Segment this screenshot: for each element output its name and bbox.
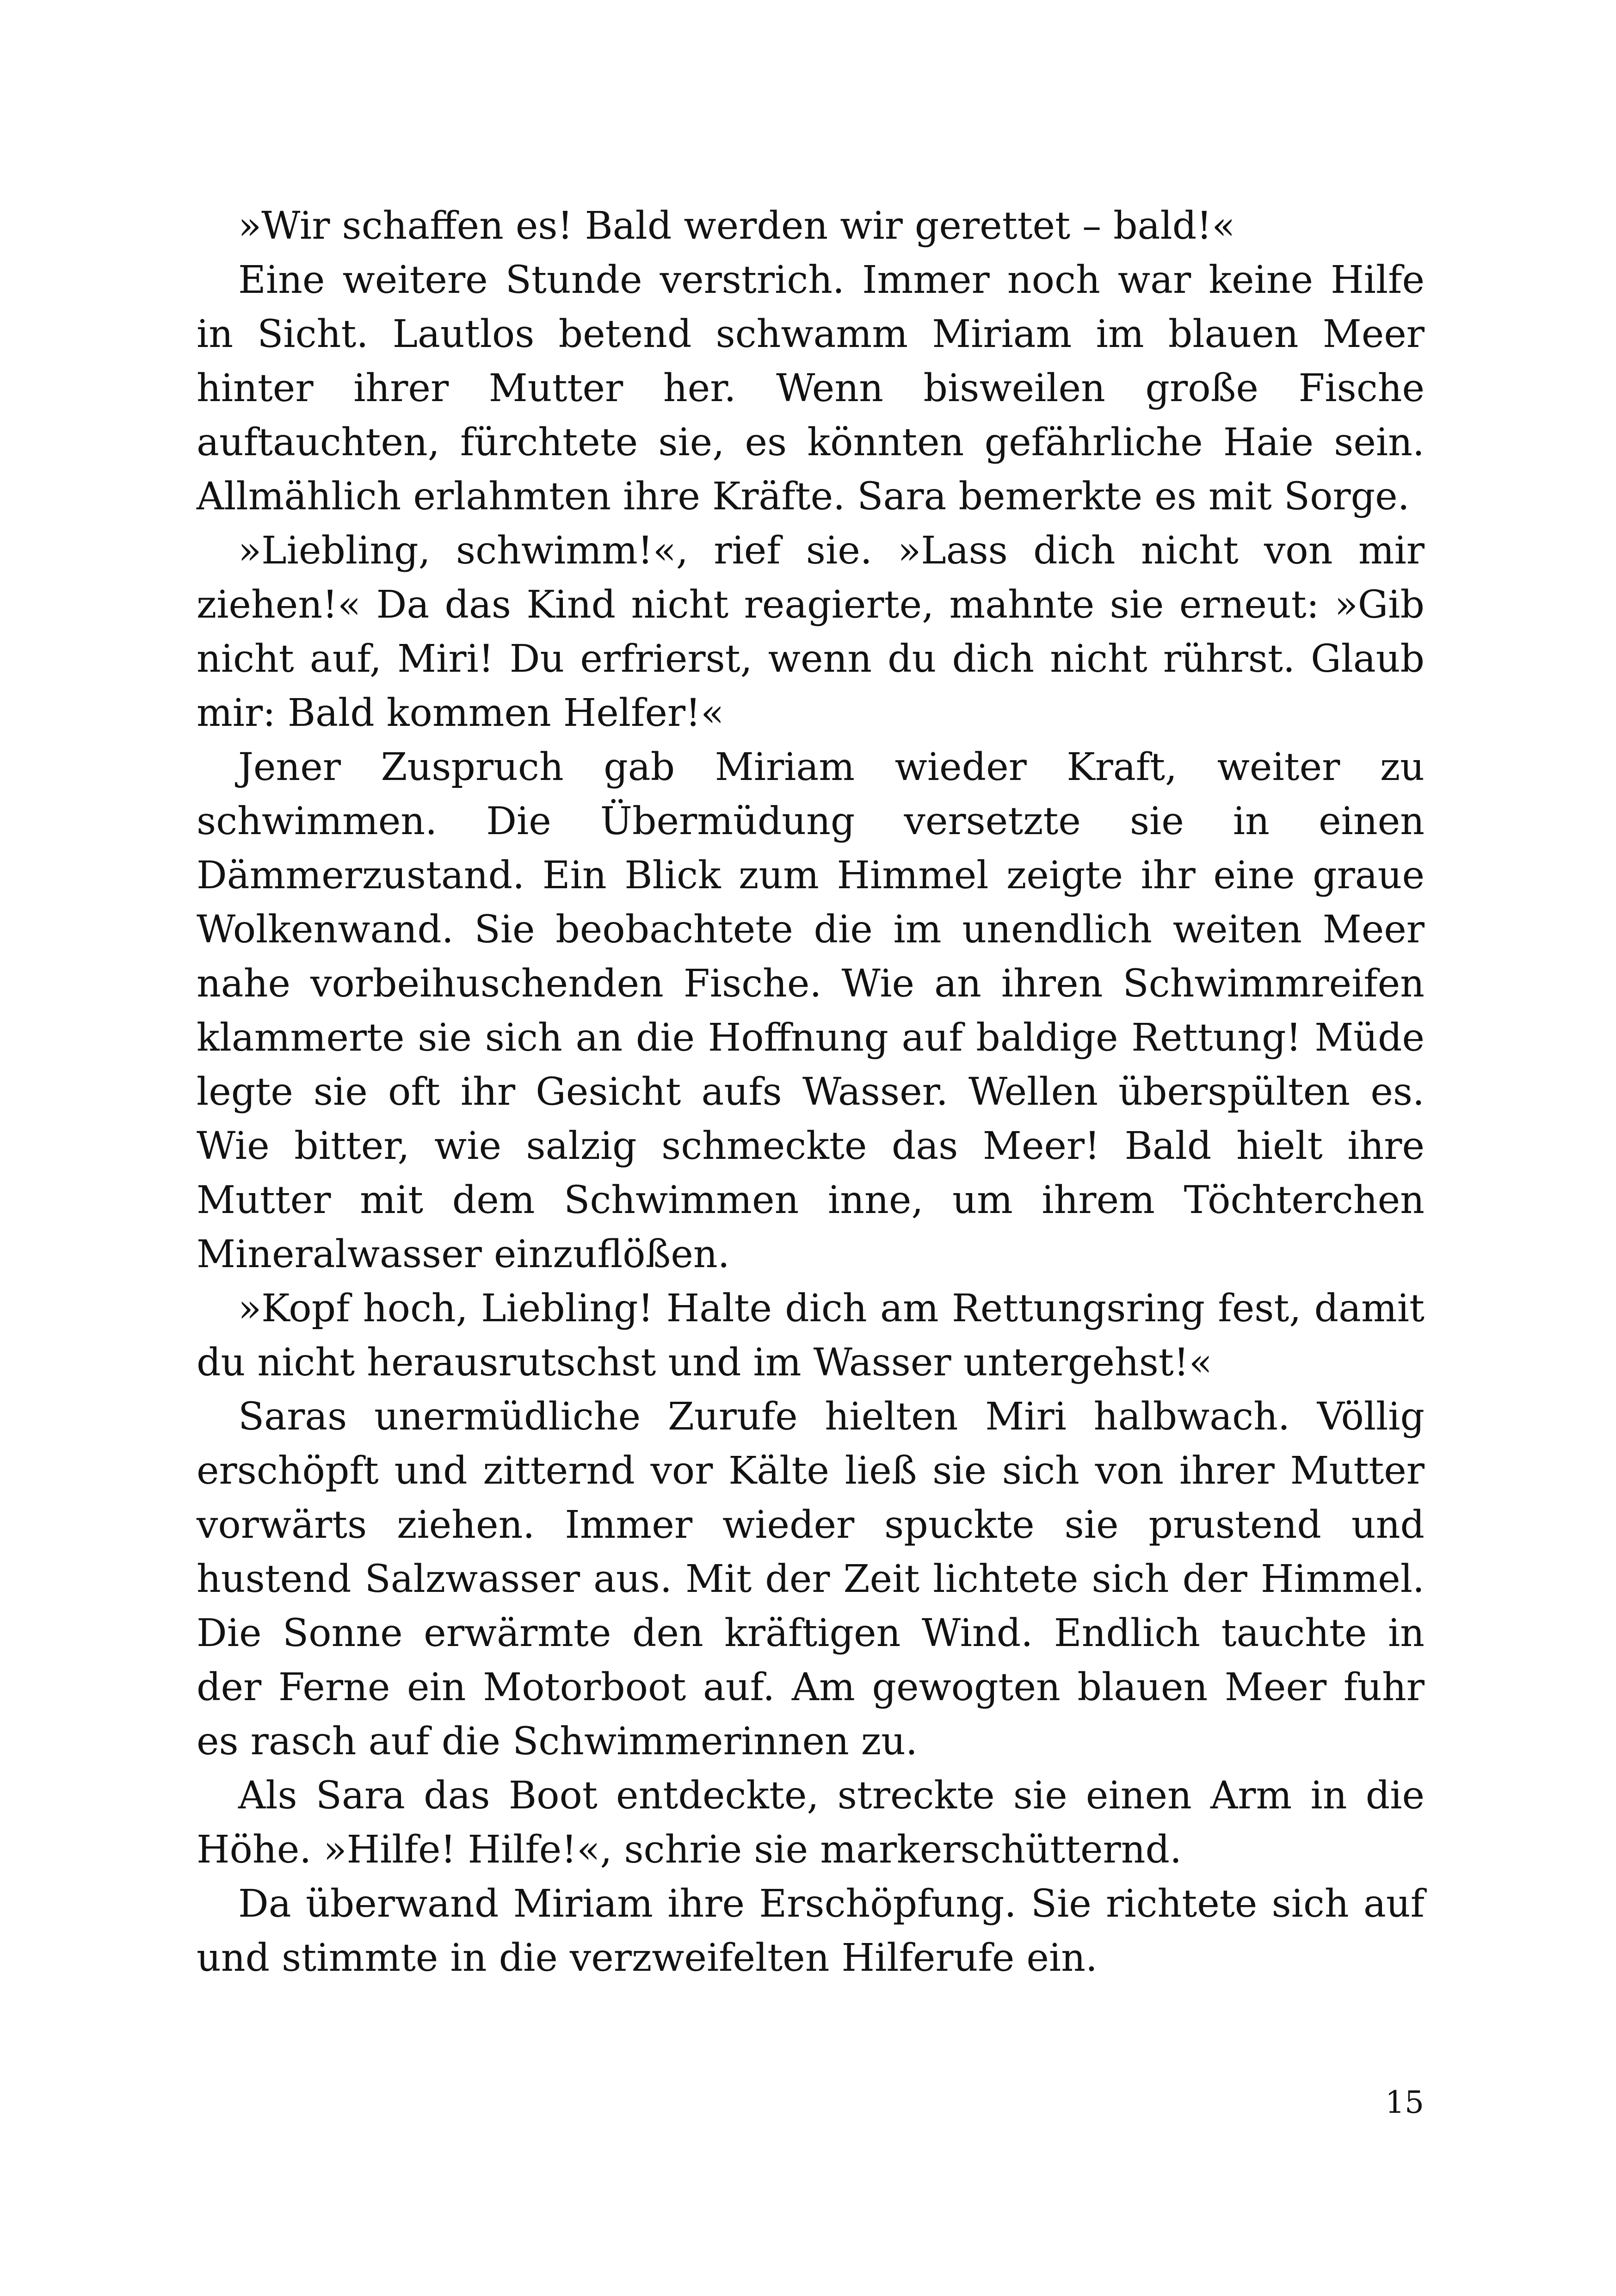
paragraph: Da überwand Miriam ihre Erschöpfung. Sie richtete sich auf und stimmte in die verzweifelten Hilferufe ein. [197, 1882, 1425, 1980]
paragraph: Saras unermüdliche Zurufe hielten Miri halbwach. Völlig erschöpft und zitternd vor Kälte ließ sie sich von ihrer Mutter vorwärts ziehen. Immer wieder spuckte sie prustend und hustend Salzwasser aus. Mit der Zeit lichtete sich der Himmel. Die Sonne erwärmte den kräftigen Wind. Endlich tauchte in der Ferne ein Motorboot auf. Am gewogten blauen Meer fuhr es rasch auf die Schwimmerinnen zu. [197, 1395, 1425, 1764]
page-number: 15 [1385, 2085, 1424, 2120]
paragraph: »Liebling, schwimm!«, rief sie. »Lass dich nicht von mir ziehen!« Da das Kind nicht reagierte, mahnte sie erneut: »Gib nicht auf, Miri! Du erfrierst, wenn du dich nicht rührst. Glaub mir: Bald kommen Helfer!« [197, 529, 1425, 735]
paragraph: Als Sara das Boot entdeckte, streckte sie einen Arm in die Höhe. »Hilfe! Hilfe!«, schrie sie markerschütternd. [197, 1774, 1425, 1872]
paragraph: »Wir schaffen es! Bald werden wir gerettet – bald!« [238, 204, 1235, 248]
paragraph: »Kopf hoch, Liebling! Halte dich am Rettungsring fest, damit du nicht herausrutschst und im Wasser untergehst!« [197, 1287, 1425, 1385]
body-text [197, 199, 1425, 1985]
paragraph: Eine weitere Stunde verstrich. Immer noch war keine Hilfe in Sicht. Lautlos betend schwamm Miriam im blauen Meer hinter ihrer Mutter her. Wenn bisweilen große Fische auftauchten, fürchtete sie, es könnten gefährliche Haie sein. Allmählich erlahmten ihre Kräfte. Sara bemerkte es mit Sorge. [197, 258, 1425, 519]
paragraph: Jener Zuspruch gab Miriam wieder Kraft, weiter zu schwimmen. Die Übermüdung versetzte sie in einen Dämmerzustand. Ein Blick zum Himmel zeigte ihr eine graue Wolkenwand. Sie beobachtete die im unendlich weiten Meer nahe vorbeihuschenden Fische. Wie an ihren Schwimmreifen klammerte sie sich an die Hoffnung auf baldige Rettung! Müde legte sie oft ihr Gesicht aufs Wasser. Wellen überspülten es. Wie bitter, wie salzig schmeckte das Meer! Bald hielt ihre Mutter mit dem Schwimmen inne, um ihrem Töchterchen Mineralwasser einzuflößen. [197, 745, 1425, 1276]
